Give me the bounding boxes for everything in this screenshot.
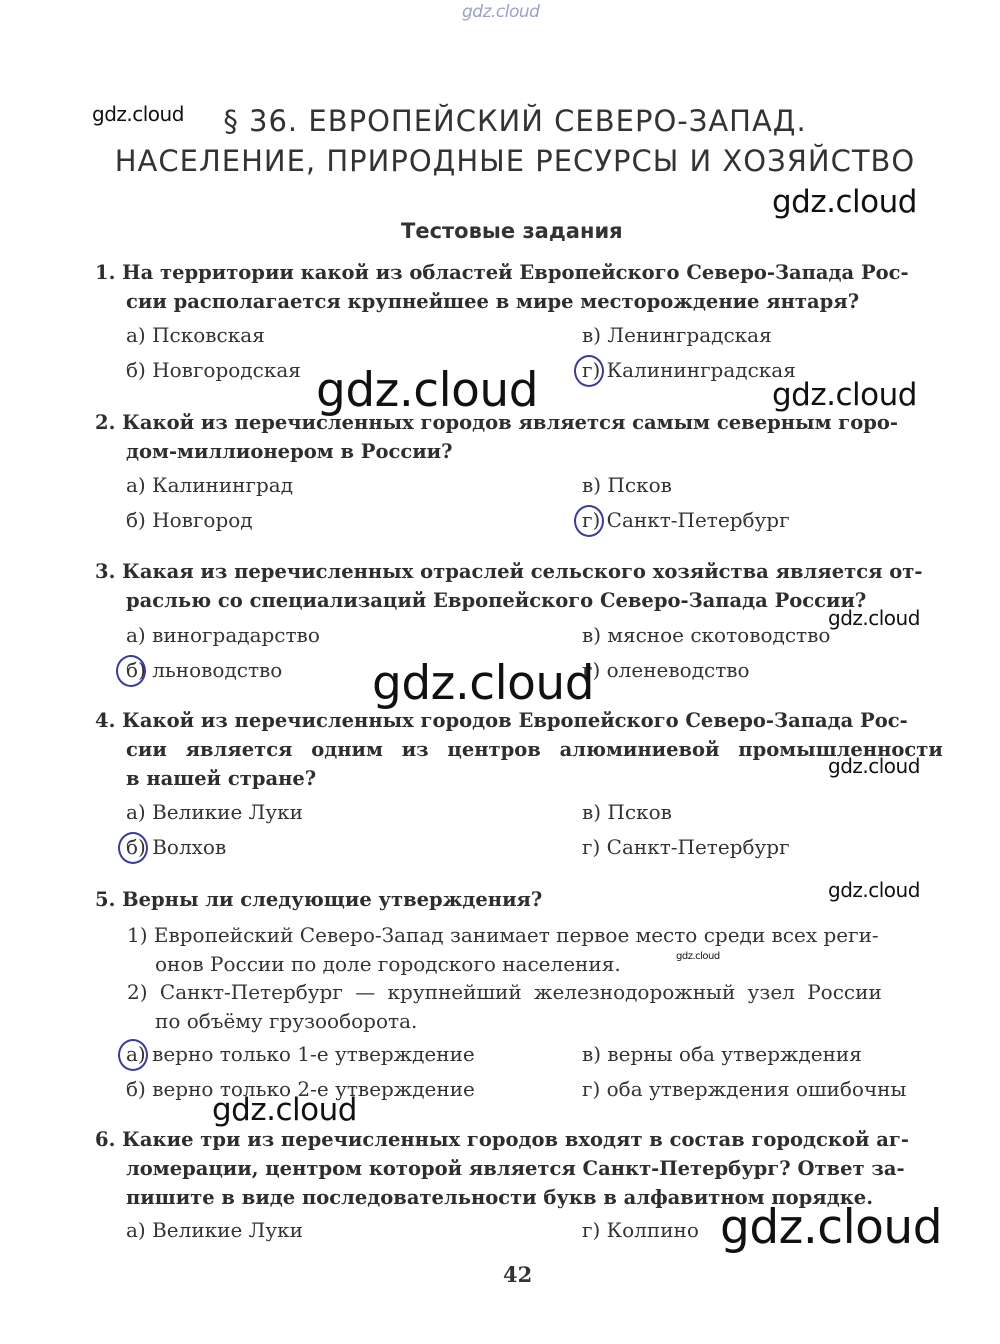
option-2g: г) Санкт-Петербург: [582, 508, 790, 532]
watermark: gdz.cloud: [828, 606, 920, 630]
watermark: gdz.cloud: [772, 377, 917, 413]
question-5: [95, 885, 542, 914]
question-text-line: 5. Верны ли следующие утверждения?: [95, 888, 543, 911]
option-4a: а) Великие Луки: [126, 800, 303, 824]
question-text-line: дом-миллионером в России?: [126, 440, 453, 463]
answer-circle-mark: [116, 655, 146, 687]
watermark-top: gdz.cloud: [462, 2, 540, 22]
page-title-line1: § 36. ЕВРОПЕЙСКИЙ СЕВЕРО-ЗАПАД.: [223, 104, 807, 138]
watermark: gdz.cloud: [772, 184, 917, 220]
option-1a: а) Псковская: [126, 323, 265, 347]
question-text-line: 6. Какие три из перечисленных городов входят в состав городской аг-: [95, 1128, 909, 1151]
question-1: [95, 258, 909, 316]
question-text-line: 1. На территории какой из областей Европейского Северо-Запада Рос-: [95, 261, 909, 284]
watermark: gdz.cloud: [676, 951, 720, 962]
statement-text-line: онов России по доле городского населения.: [155, 952, 621, 976]
question-text-line: пишите в виде последовательности букв в алфавитном порядке.: [126, 1186, 873, 1209]
question-text-line: 4. Какой из перечисленных городов Европейского Северо-Запада Рос-: [95, 709, 908, 732]
option-4v: в) Псков: [582, 800, 672, 824]
option-1g: г) Калининградская: [582, 358, 796, 382]
question-text-line: в нашей стране?: [126, 767, 317, 790]
question-6: [95, 1125, 909, 1212]
statement-1: [127, 921, 879, 979]
option-5b: б) верно только 2-е утверждение: [126, 1077, 475, 1101]
answer-circle-mark: [118, 832, 148, 864]
watermark: gdz.cloud: [92, 102, 184, 126]
option-3a: а) виноградарство: [126, 623, 320, 647]
watermark: gdz.cloud: [212, 1092, 357, 1128]
watermark: gdz.cloud: [316, 363, 539, 418]
question-text-line: сии располагается крупнейшее в мире месторождение янтаря?: [126, 290, 860, 313]
option-4b: б) Волхов: [126, 835, 227, 859]
option-5v: в) верны оба утверждения: [582, 1042, 862, 1066]
question-2: [95, 408, 898, 466]
question-3: [95, 557, 922, 615]
answer-circle-mark: [118, 1039, 148, 1071]
option-2a: а) Калининград: [126, 473, 294, 497]
watermark: gdz.cloud: [720, 1200, 943, 1255]
question-text-line: 3. Какая из перечисленных отраслей сельского хозяйства является от-: [95, 560, 923, 583]
option-2b: б) Новгород: [126, 508, 253, 532]
statement-text-line: 2) Санкт-Петербург — крупнейший железнодорожный узел России: [127, 980, 882, 1004]
option-3v: в) мясное скотоводство: [582, 623, 831, 647]
statement-text-line: 1) Европейский Северо-Запад занимает первое место среди всех реги-: [127, 923, 879, 947]
option-2v: в) Псков: [582, 473, 672, 497]
option-4g: г) Санкт-Петербург: [582, 835, 790, 859]
watermark: gdz.cloud: [372, 656, 595, 711]
option-3b: б) льноводство: [126, 658, 283, 682]
option-5g: г) оба утверждения ошибочны: [582, 1077, 907, 1101]
option-6g: г) Колпино: [582, 1218, 699, 1242]
answer-circle-mark: [574, 505, 604, 537]
option-1b: б) Новгородская: [126, 358, 301, 382]
page-title-line2: НАСЕЛЕНИЕ, ПРИРОДНЫЕ РЕСУРСЫ И ХОЗЯЙСТВО: [114, 144, 916, 178]
section-subtitle: Тестовые задания: [401, 219, 623, 243]
watermark: gdz.cloud: [828, 878, 920, 902]
answer-circle-mark: [574, 355, 604, 387]
question-text-line: 2. Какой из перечисленных городов является самым северным горо-: [95, 411, 898, 434]
option-1v: в) Ленинградская: [582, 323, 772, 347]
option-6a: а) Великие Луки: [126, 1218, 303, 1242]
page-number: 42: [503, 1262, 533, 1287]
question-text-line: ломерации, центром которой является Санкт-Петербург? Ответ за-: [126, 1157, 905, 1180]
option-3g: г) оленеводство: [582, 658, 750, 682]
question-text-line: раслью со специализаций Европейского Северо-Запада России?: [126, 589, 867, 612]
question-4: [95, 706, 943, 793]
statement-text-line: по объёму грузооборота.: [155, 1009, 418, 1033]
statement-2: [127, 978, 882, 1036]
watermark: gdz.cloud: [828, 754, 920, 778]
option-5a: а) верно только 1-е утверждение: [126, 1042, 475, 1066]
question-text-line: сии является одним из центров алюминиевой промышленности: [126, 738, 943, 761]
